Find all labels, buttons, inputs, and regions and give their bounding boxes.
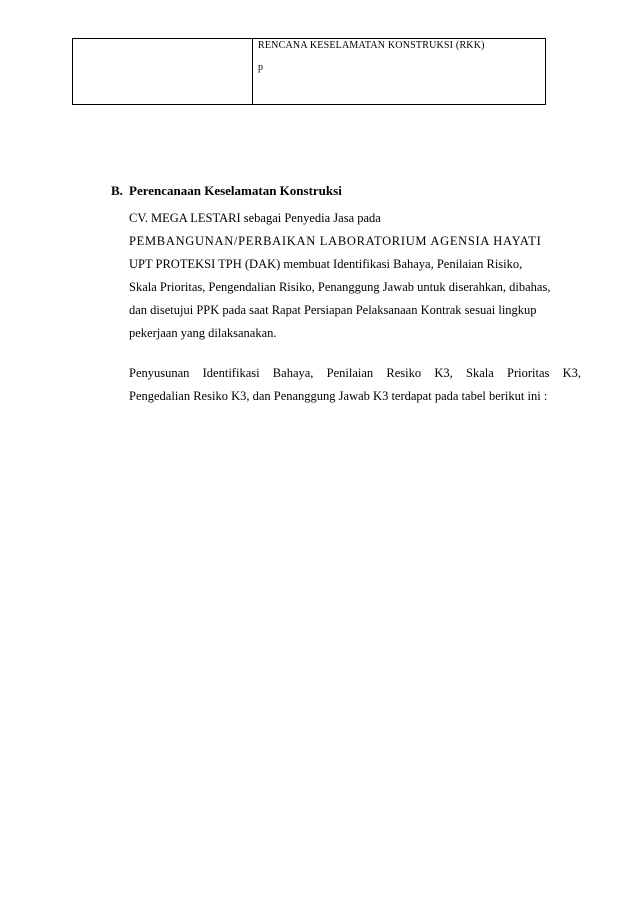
paragraph-2-line: Penyusunan Identifikasi Bahaya, Penilaian Resiko K3, Skala Prioritas K3,	[129, 366, 581, 380]
section-title: Perencanaan Keselamatan Konstruksi	[129, 183, 342, 198]
paragraph-1-line: CV. MEGA LESTARI sebagai Penyedia Jasa pada	[129, 211, 381, 225]
document-subtitle: p	[258, 62, 263, 73]
section-heading	[111, 183, 342, 199]
document-title: RENCANA KESELAMATAN KONSTRUKSI (RKK)	[258, 40, 485, 51]
section-number: B.	[111, 183, 123, 198]
paragraph-1	[129, 207, 550, 345]
paragraph-1-line: PEMBANGUNAN/PERBAIKAN LABORATORIUM AGENSIA HAYATI	[129, 234, 542, 248]
paragraph-2-line: Pengedalian Resiko K3, dan Penanggung Jawab K3 terdapat pada tabel berikut ini :	[129, 389, 548, 403]
paragraph-1-line: UPT PROTEKSI TPH (DAK) membuat Identifikasi Bahaya, Penilaian Risiko,	[129, 257, 523, 271]
header-title-cell	[253, 39, 545, 104]
paragraph-2	[129, 362, 581, 408]
header-logo-cell	[73, 39, 253, 104]
header-table	[72, 38, 546, 105]
paragraph-1-line: dan disetujui PPK pada saat Rapat Persiapan Pelaksanaan Kontrak sesuai lingkup	[129, 303, 537, 317]
paragraph-1-line: Skala Prioritas, Pengendalian Risiko, Penanggung Jawab untuk diserahkan, dibahas,	[129, 280, 551, 294]
paragraph-1-line: pekerjaan yang dilaksanakan.	[129, 326, 277, 340]
